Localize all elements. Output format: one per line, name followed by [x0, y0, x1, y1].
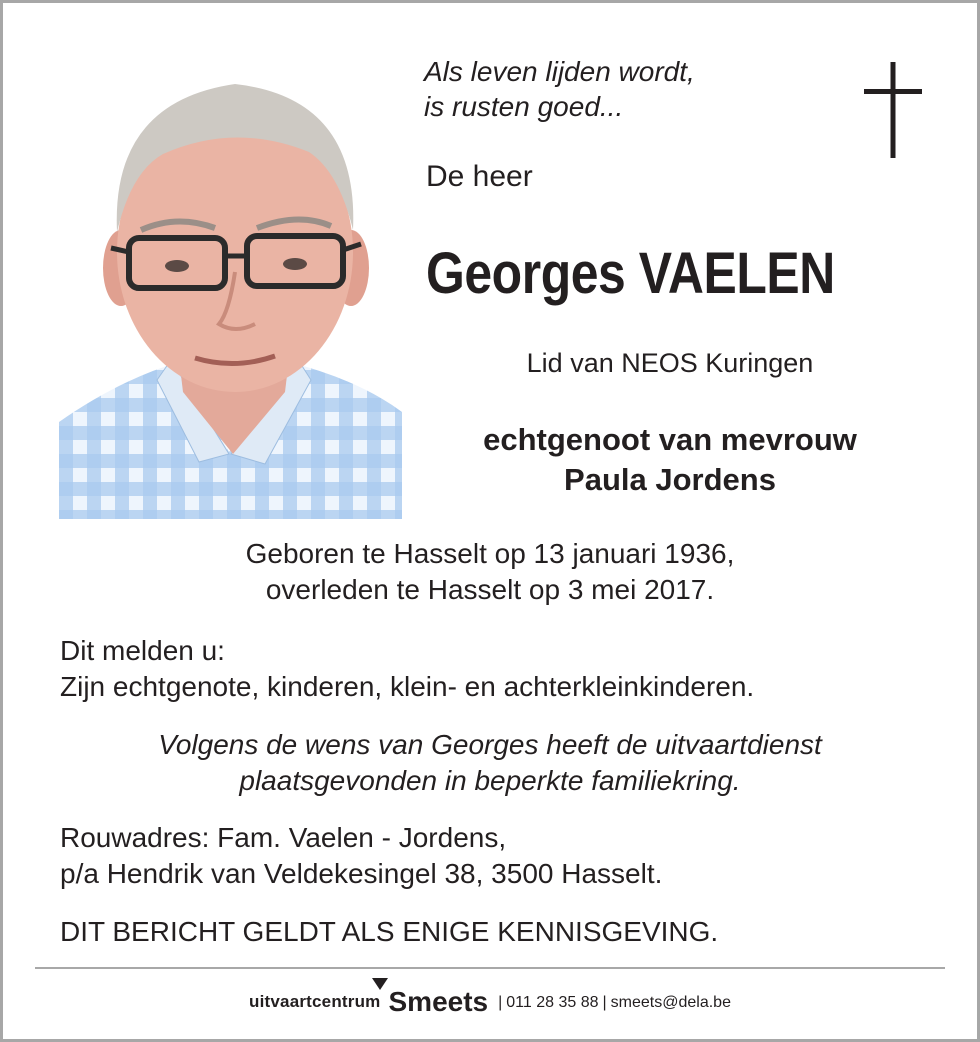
quote-line-1: Als leven lijden wordt,: [424, 56, 695, 87]
footer-label: uitvaartcentrum: [249, 992, 381, 1011]
cross-icon: [864, 62, 922, 158]
life-dates: [40, 536, 940, 608]
footer-brand: Smeets: [388, 986, 489, 1017]
footer-phone: 011 28 35 88: [506, 994, 599, 1011]
portrait-photo: [59, 62, 402, 519]
footer-email: smeets@dela.be: [610, 994, 731, 1011]
salutation: De heer: [426, 160, 533, 193]
official-notice: DIT BERICHT GELDT ALS ENIGE KENNISGEVING.: [60, 916, 719, 947]
epitaph-quote: [424, 54, 695, 124]
announcement-family: Zijn echtgenote, kinderen, klein- en achterkleinkinderen.: [60, 671, 755, 702]
death-date: overleden te Hasselt op 3 mei 2017.: [265, 574, 715, 605]
mourning-address: [60, 820, 662, 892]
membership: Lid van NEOS Kuringen: [526, 348, 814, 378]
footer-separator: |: [498, 994, 503, 1011]
wish-line-2: plaatsgevonden in beperkte familiekring.: [239, 765, 741, 796]
footer: [0, 986, 980, 1018]
footer-divider: [35, 967, 945, 969]
address-line-2: p/a Hendrik van Veldekesingel 38, 3500 Hasselt.: [60, 858, 663, 889]
spouse-line-1: echtgenoot van mevrouw: [483, 422, 857, 457]
address-line-1: Rouwadres: Fam. Vaelen - Jordens,: [60, 822, 507, 853]
announcement-intro: Dit melden u:: [60, 635, 225, 666]
spouse-name: Paula Jordens: [564, 462, 776, 497]
quote-line-2: is rusten goed...: [424, 91, 624, 122]
footer-separator: |: [602, 994, 607, 1011]
wish-line-1: Volgens de wens van Georges heeft de uitvaartdienst: [158, 729, 822, 760]
deceased-name: Georges VAELEN: [426, 241, 835, 306]
funeral-wish: [40, 727, 940, 799]
spouse-info: [410, 420, 930, 500]
birth-date: Geboren te Hasselt op 13 januari 1936,: [245, 538, 735, 569]
announcement: [60, 633, 754, 705]
